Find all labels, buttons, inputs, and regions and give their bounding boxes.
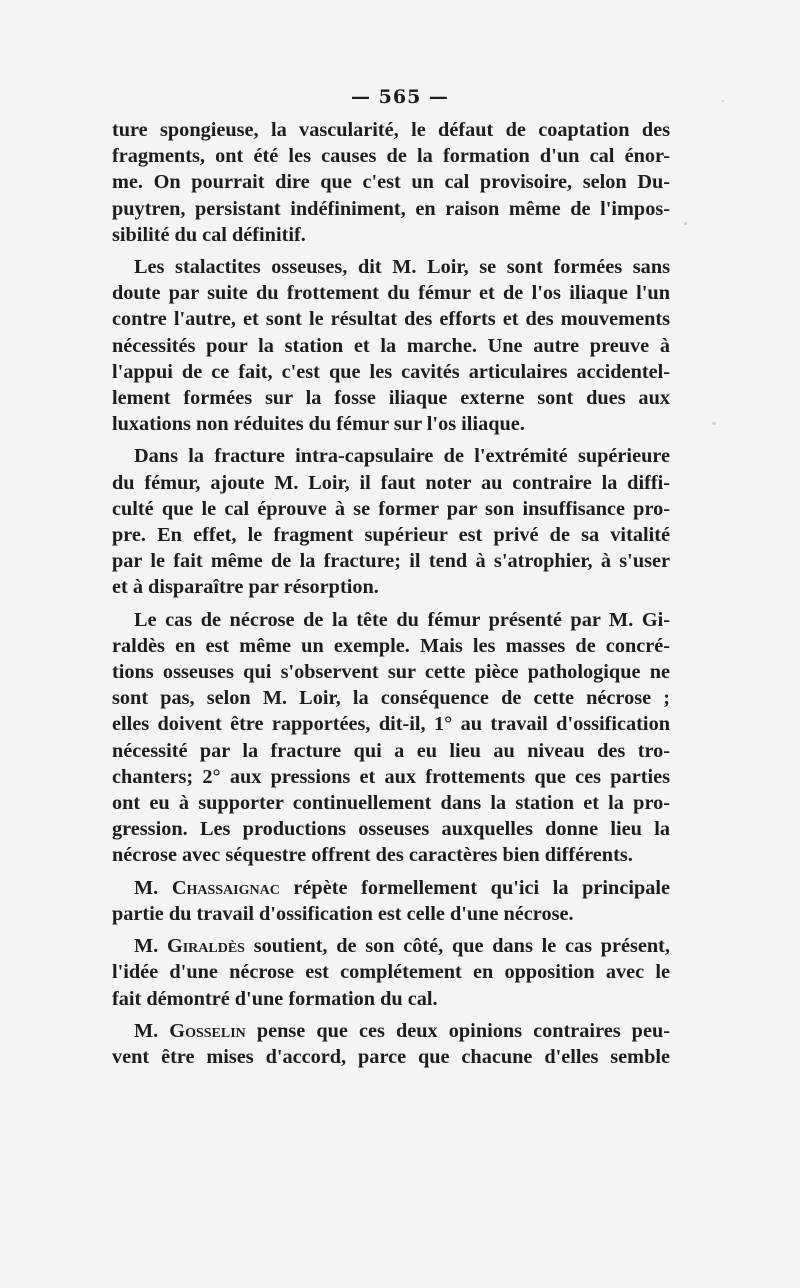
text-line: Le cas de nécrose de la tête du fémur présenté par M. Gi- bbox=[134, 608, 670, 631]
text-line: nécessités pour la station et la marche. Une autre preuve à bbox=[112, 334, 670, 357]
text-line: elles doivent être rapportées, dit-il, 1° au travail d'ossification bbox=[112, 713, 670, 736]
text-line: l'appui de ce fait, c'est que les cavités articulaires accidentel- bbox=[112, 360, 670, 383]
text-line: Dans la fracture intra-capsulaire de l'extrémité supérieure bbox=[134, 445, 670, 468]
text-line: fait démontré d'une formation du cal. bbox=[112, 987, 438, 1010]
paragraph-3 bbox=[112, 443, 670, 600]
paragraph-chassaignac bbox=[112, 875, 670, 927]
text-line bbox=[112, 933, 670, 959]
text-line: partie du travail d'ossification est celle d'une nécrose. bbox=[112, 902, 574, 925]
text-line: nécrose avec séquestre offrent des caractères bien différents. bbox=[112, 844, 633, 867]
text-line: et à disparaître par résorption. bbox=[112, 576, 379, 599]
paper-speck bbox=[712, 422, 716, 425]
text-fragment: pense que ces deux opinions contraires peu- bbox=[245, 1019, 670, 1042]
page-number: — 565 — bbox=[351, 86, 449, 108]
text-line: du fémur, ajoute M. Loir, il faut noter au contraire la diffi- bbox=[112, 471, 670, 494]
paragraph-gosselin bbox=[112, 1018, 670, 1070]
text-line: vent être mises d'accord, parce que chacune d'elles semble bbox=[112, 1045, 670, 1068]
speaker-name: M. Giraldès bbox=[134, 935, 245, 958]
text-line: ture spongieuse, la vascularité, le défaut de coaptation des bbox=[112, 119, 670, 141]
paragraph-4 bbox=[112, 607, 670, 869]
text-line: me. On pourrait dire que c'est un cal provisoire, selon Du- bbox=[112, 171, 670, 194]
text-line: raldès en est même un exemple. Mais les masses de concré- bbox=[112, 634, 670, 657]
text-line: pre. En effet, le fragment supérieur est privé de sa vitalité bbox=[112, 524, 670, 547]
text-line: contre l'autre, et sont le résultat des efforts et des mouvements bbox=[112, 308, 670, 331]
text-line: chanters; 2° aux pressions et aux frottements que ces parties bbox=[112, 765, 670, 788]
text-line bbox=[112, 875, 670, 901]
text-line: par le fait même de la fracture; il tend à s'atrophier, à s'user bbox=[112, 550, 670, 573]
text-line: luxations non réduites du fémur sur l'os iliaque. bbox=[112, 413, 525, 436]
text-line: gression. Les productions osseuses auxquelles donne lieu la bbox=[112, 818, 670, 841]
paper-speck bbox=[684, 222, 687, 225]
text-line: l'idée d'une nécrose est complétement en opposition avec le bbox=[112, 961, 670, 984]
paper-speck bbox=[722, 100, 724, 102]
text-line: ont eu à supporter continuellement dans la station et la pro- bbox=[112, 792, 670, 815]
text-line: sibilité du cal définitif. bbox=[112, 223, 306, 246]
text-line: puytren, persistant indéfiniment, en raison même de l'impos- bbox=[112, 197, 670, 220]
paragraph-giraldes bbox=[112, 933, 670, 1012]
text-line: fragments, ont été les causes de la formation d'un cal énor- bbox=[112, 145, 670, 168]
speaker-name: M. Chassaignac bbox=[134, 876, 280, 899]
paragraph-2 bbox=[112, 254, 670, 437]
text-line: lement formées sur la fosse iliaque externe sont dues aux bbox=[112, 387, 670, 410]
body-text bbox=[112, 117, 670, 1076]
speaker-name: M. Gosselin bbox=[134, 1019, 246, 1042]
text-line: tions osseuses qui s'observent sur cette pièce pathologique ne bbox=[112, 661, 670, 684]
text-line: culté que le cal éprouve à se former par son insuffisance pro- bbox=[112, 497, 670, 520]
text-line: Les stalactites osseuses, dit M. Loir, se sont formées sans bbox=[134, 256, 670, 279]
text-line: nécessité par la fracture qui a eu lieu au niveau des tro- bbox=[112, 739, 670, 762]
text-line: sont pas, selon M. Loir, la conséquence de cette nécrose ; bbox=[112, 687, 670, 710]
text-fragment: soutient, de son côté, que dans le cas présent, bbox=[244, 935, 670, 958]
text-fragment: répète formellement qu'ici la principale bbox=[279, 876, 671, 899]
text-line: doute par suite du frottement du fémur et de l'os iliaque l'un bbox=[112, 282, 670, 305]
paragraph-1 bbox=[112, 117, 670, 248]
text-line bbox=[112, 1018, 670, 1044]
